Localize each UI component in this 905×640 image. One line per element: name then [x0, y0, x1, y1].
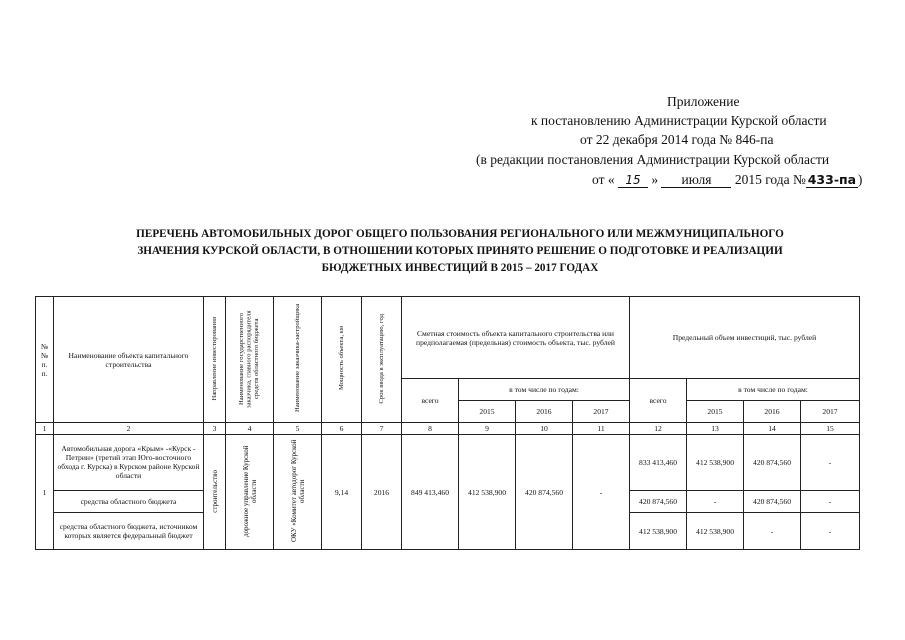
th-lim-total: всего — [630, 379, 687, 423]
title-line-2: ЗНАЧЕНИЯ КУРСКОЙ ОБЛАСТИ, В ОТНОШЕНИИ КОТОРЫХ ПРИНЯТО РЕШЕНИЕ О ПОДГОТОВКЕ И РЕАЛИЗАЦИИ — [137, 245, 783, 257]
col-number: 14 — [744, 423, 801, 435]
row-capacity: 9,14 — [322, 435, 362, 550]
row-term: 2016 — [362, 435, 402, 550]
row-sub1-2016: 420 874,560 — [744, 490, 801, 512]
col-number: 1 — [36, 423, 54, 435]
col-number: 4 — [226, 423, 274, 435]
th-term-text: Срок ввода в эксплуатацию, год — [377, 313, 385, 404]
col-number: 8 — [402, 423, 459, 435]
row-sub1-2015: - — [687, 490, 744, 512]
row-developer-text: ОКУ «Комитет автодорог Курской области — [289, 439, 306, 543]
th-customer — [226, 297, 274, 423]
row-customer — [226, 435, 274, 550]
col-number: 12 — [630, 423, 687, 435]
edition-number: 433-па — [807, 172, 857, 187]
row-customer-text: дорожное управление Курской области — [241, 445, 258, 537]
appendix-label: Приложение — [667, 94, 740, 109]
roads-table — [35, 296, 860, 550]
row-lim-2015: 412 538,900 — [687, 435, 744, 491]
col-number: 6 — [322, 423, 362, 435]
th-lim-2016: 2016 — [744, 401, 801, 423]
col-number: 7 — [362, 423, 402, 435]
th-direction — [204, 297, 226, 423]
th-lim-by-years: в том числе по годам: — [687, 379, 860, 401]
edition-year: 2015 года № — [734, 172, 806, 187]
edition-close: ) — [857, 172, 863, 187]
col-number: 3 — [204, 423, 226, 435]
title-line-3: БЮДЖЕТНЫХ ИНВЕСТИЦИЙ В 2015 – 2017 ГОДАХ — [321, 262, 599, 274]
th-customer-text: Наименование государственного заказчика, главного распорядителя средств областного бюджета — [238, 309, 261, 408]
th-num: № № п. п. — [36, 297, 54, 423]
col-number: 9 — [459, 423, 516, 435]
col-number: 10 — [516, 423, 573, 435]
col-number: 5 — [274, 423, 322, 435]
row-est-2017: - — [573, 435, 630, 550]
row-developer — [274, 435, 322, 550]
row-est-2015: 412 538,900 — [459, 435, 516, 550]
row-sub2-2017: - — [801, 513, 860, 550]
th-capacity — [322, 297, 362, 423]
th-lim-2017: 2017 — [801, 401, 860, 423]
row-lim-total: 833 413,460 — [630, 435, 687, 491]
edition-day: 15 — [618, 173, 648, 188]
row-sub2-2016: - — [744, 513, 801, 550]
edition-date — [592, 170, 862, 189]
title-line-1: ПЕРЕЧЕНЬ АВТОМОБИЛЬНЫХ ДОРОГ ОБЩЕГО ПОЛЬЗОВАНИЯ РЕГИОНАЛЬНОГО ИЛИ МЕЖМУНИЦИПАЛЬНОГО — [136, 228, 784, 240]
row-direction-text: строительство — [210, 469, 219, 513]
col-number: 2 — [54, 423, 204, 435]
th-term — [362, 297, 402, 423]
th-est-2017: 2017 — [573, 401, 630, 423]
table-row — [36, 435, 860, 491]
row-sub2-total: 412 538,900 — [630, 513, 687, 550]
edition-from: от — [592, 172, 605, 187]
row-name: Автомобильная дорога «Крым» -«Курск - Петрин» (третий этап Юго-восточного обхода г. Курска) в Курском районе Курской области — [54, 435, 204, 491]
row-sub1-total: 420 874,560 — [630, 490, 687, 512]
row-sub1-label: средства областного бюджета — [54, 490, 204, 512]
th-est-by-years: в том числе по годам: — [459, 379, 630, 401]
resolution-ref: к постановлению Администрации Курской области — [531, 113, 827, 128]
col-number: 11 — [573, 423, 630, 435]
quote-open: « — [607, 172, 615, 187]
th-developer-text: Наименование заказчика-застройщика — [293, 304, 301, 413]
row-sub1-2017: - — [801, 490, 860, 512]
row-est-2016: 420 874,560 — [516, 435, 573, 550]
edition-ref: (в редакции постановления Администрации Курской области — [476, 152, 830, 167]
quote-close: » — [651, 172, 659, 187]
col-number: 15 — [801, 423, 860, 435]
th-developer — [274, 297, 322, 423]
th-capacity-text: Мощность объекта, км — [337, 326, 345, 391]
th-name: Наименование объекта капитального строительства — [54, 297, 204, 423]
row-sub2-label: средства областного бюджета, источником которых является федеральный бюджет — [54, 513, 204, 550]
row-direction — [204, 435, 226, 550]
row-lim-2016: 420 874,560 — [744, 435, 801, 491]
row-est-total: 849 413,460 — [402, 435, 459, 550]
th-direction-text: Направление инвестирования — [210, 316, 218, 401]
th-lim-2015: 2015 — [687, 401, 744, 423]
resolution-date: от 22 декабря 2014 года № 846-па — [580, 132, 774, 147]
document-title — [80, 226, 840, 277]
th-est-total: всего — [402, 379, 459, 423]
th-estimated: Сметная стоимость объекта капитального строительства или предполагаемая (предельная) стоимость объекта, тыс. рублей — [402, 297, 630, 379]
row-lim-2017: - — [801, 435, 860, 491]
th-limit: Предельный объем инвестиций, тыс. рублей — [630, 297, 860, 379]
row-num: 1 — [36, 435, 54, 550]
edition-month: июля — [661, 173, 731, 188]
col-number: 13 — [687, 423, 744, 435]
th-est-2016: 2016 — [516, 401, 573, 423]
th-est-2015: 2015 — [459, 401, 516, 423]
column-numbers-row — [36, 423, 860, 435]
row-sub2-2015: 412 538,900 — [687, 513, 744, 550]
